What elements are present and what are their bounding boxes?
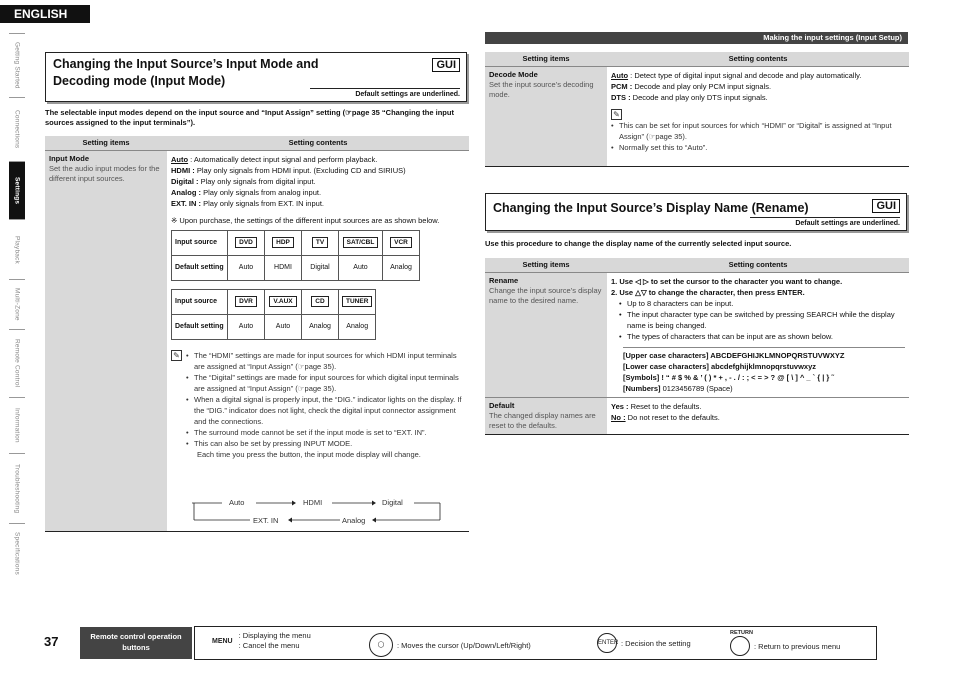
rename-item [485, 272, 607, 397]
rename-title: Changing the Input Source’s Display Name (Rename) [493, 201, 809, 215]
rename-bullet-2: • The input character type can be switched by pressing SEARCH while the display name is being changed. [619, 309, 905, 331]
grid-header-input-source: Input source [172, 230, 228, 255]
decode-mode-table [485, 52, 909, 167]
cycle-ext-in: EXT. IN [253, 516, 279, 525]
menu-legend: MENU : Displaying the menu : Cancel the menu [212, 631, 311, 650]
gui-badge: GUI [432, 58, 460, 72]
side-tabs [9, 33, 25, 583]
side-tab-specifications[interactable]: Specifications [9, 523, 25, 583]
default-tv: Digital [302, 255, 339, 280]
side-tab-information[interactable]: Information [9, 397, 25, 453]
decode-note-2: • Normally set this to “Auto”. [611, 142, 905, 153]
note-pencil-icon: ✎ [611, 109, 622, 120]
decode-option-pcm: PCM : Decode and play only PCM input signals. [611, 81, 772, 91]
side-tab-playback[interactable]: Playback [9, 219, 25, 279]
enter-icon: ENTER [597, 633, 617, 653]
grid-header-input-source: Input source [172, 289, 228, 314]
default-cd: Analog [302, 314, 339, 339]
rename-table [485, 258, 909, 435]
th-setting-items: Setting items [485, 258, 607, 272]
default-yes: Yes : Reset to the defaults. [611, 401, 702, 411]
option-auto: Auto : Automatically detect input signal and perform playback. [171, 154, 378, 164]
char-lower: [Lower case characters] abcdefghijklmnopqrstuvwxyz [623, 361, 816, 371]
default-name: Default [489, 400, 515, 410]
th-setting-contents: Setting contents [607, 258, 909, 272]
default-tuner: Analog [339, 314, 376, 339]
remote-control-label: Remote control operation buttons [80, 627, 192, 659]
rename-bullets [619, 298, 905, 342]
option-digital: Digital : Play only signals from digital input. [171, 176, 316, 186]
decode-option-auto: Auto : Detect type of digital input signal and decode and play automatically. [611, 70, 862, 80]
gui-badge: GUI [872, 199, 900, 213]
decode-notes [611, 109, 905, 153]
char-types [623, 347, 905, 394]
default-desc: The changed display names are reset to the defaults. [489, 410, 596, 430]
return-legend: RETURN : Return to previous menu [730, 630, 840, 656]
language-label: ENGLISH [0, 5, 90, 23]
rename-bullet-3: • The types of characters that can be input are as shown below. [619, 331, 905, 342]
decode-note-1: • This can be set for input sources for which “HDMI” or “Digital” is assigned at “Input Assign” (☞page 35). [611, 120, 905, 142]
purchase-note: ※ Upon purchase, the settings of the different input sources are as shown below. [171, 215, 440, 225]
source-hdp: HDP [272, 237, 294, 248]
input-mode-table [45, 136, 469, 532]
input-mode-title-box [45, 52, 467, 102]
source-dvr: DVR [235, 296, 257, 307]
option-hdmi: HDMI : Play only signals from HDMI input. (Excluding CD and SIRIUS) [171, 165, 406, 175]
default-settings-note: Default settings are underlined. [310, 88, 460, 98]
input-mode-contents [167, 150, 469, 531]
th-setting-items: Setting items [45, 136, 167, 150]
note-surround: • The surround mode cannot be set if the input mode is set to “EXT. IN”. [186, 427, 464, 438]
option-analog: Analog : Play only signals from analog input. [171, 187, 322, 197]
default-sat-cbl: Auto [339, 255, 383, 280]
section-header-bar: Making the input settings (Input Setup) [485, 32, 908, 44]
side-tab-remote-control[interactable]: Remote Control [9, 329, 25, 397]
grid-header-default: Default setting [172, 255, 228, 280]
input-mode-desc: Set the audio input modes for the different input sources. [49, 163, 160, 183]
rename-bullet-1: • Up to 8 characters can be input. [619, 298, 905, 309]
source-cd: CD [311, 296, 328, 307]
source-tv: TV [312, 237, 328, 248]
source-v-aux: V.AUX [269, 296, 296, 307]
return-icon: RETURN [730, 630, 753, 636]
default-contents [607, 397, 909, 434]
cycle-auto: Auto [229, 498, 245, 507]
th-setting-contents: Setting contents [607, 52, 909, 66]
source-vcr: VCR [390, 237, 412, 248]
decode-mode-item [485, 66, 607, 166]
cursor-pad-icon: ◯ [369, 633, 393, 657]
note-dig-indicator: • When a digital signal is properly input, the “DIG.” indicator lights on the display. If the “DIG.” indicator does not light, check the digital input connector assignment and the connections. [186, 394, 464, 427]
th-setting-contents: Setting contents [167, 136, 469, 150]
cursor-legend: ◯ : Moves the cursor (Up/Down/Left/Right) [369, 633, 531, 657]
decode-mode-name: Decode Mode [489, 69, 538, 79]
side-tab-troubleshooting[interactable]: Troubleshooting [9, 453, 25, 523]
default-vcr: Analog [383, 255, 420, 280]
default-dvr: Auto [228, 314, 265, 339]
cycle-analog: Analog [342, 516, 366, 525]
char-symbols: [Symbols] ! “ # $ % & ’ ( ) * + , - . / : ; < = > ? @ [ \ ] ^ _ ` { | } ˜ [623, 372, 834, 382]
each-time-note: Each time you press the button, the input mode display will change. [197, 449, 421, 459]
rename-title-box [485, 193, 907, 231]
cycle-digital: Digital [382, 498, 403, 507]
default-no: No : Do not reset to the defaults. [611, 412, 720, 422]
option-ext-in: EXT. IN : Play only signals from EXT. IN input. [171, 198, 324, 208]
source-tuner: TUNER [342, 296, 372, 307]
char-numbers: [Numbers] 0123456789 (Space) [623, 383, 733, 393]
default-grid-2 [171, 289, 376, 340]
cycle-hdmi: HDMI [303, 498, 323, 507]
input-mode-name: Input Mode [49, 153, 89, 163]
default-item [485, 397, 607, 434]
char-upper: [Upper case characters] ABCDEFGHIJKLMNOPQRSTUVWXYZ [623, 350, 845, 360]
th-setting-items: Setting items [485, 52, 607, 66]
note-input-mode-button: • This can also be set by pressing INPUT MODE. [186, 438, 464, 449]
side-tab-getting-started[interactable]: Getting Started [9, 33, 25, 97]
note-digital: • The “Digital” settings are made for input sources for which digital input terminals are assigned at “Input Assign” (☞page 35). [186, 372, 464, 394]
input-mode-title-line2: Decoding mode (Input Mode) [53, 74, 226, 88]
page-number: 37 [44, 634, 59, 649]
rename-name: Rename [489, 275, 519, 285]
rename-step-2: 2. Use △▽ to change the character, then press ENTER. [611, 287, 805, 297]
grid-header-default: Default setting [172, 314, 228, 339]
input-mode-intro: The selectable input modes depend on the input source and “Input Assign” setting (☞page 35 “Changing the input sources assigned to the input terminals”). [45, 108, 454, 127]
default-hdp: HDMI [265, 255, 302, 280]
menu-icon: MENU [212, 637, 233, 645]
rename-contents [607, 272, 909, 397]
note-hdmi: • The “HDMI” settings are made for input sources for which HDMI input terminals are assigned at “Input Assign” (☞page 35). [186, 350, 464, 372]
side-tab-multi-zone[interactable]: Multi-Zone [9, 279, 25, 329]
rename-intro: Use this procedure to change the display name of the currently selected input source. [485, 239, 792, 248]
rename-step-1: 1. Use ◁ ▷ to set the cursor to the character you want to change. [611, 276, 843, 286]
enter-legend: ENTER : Decision the setting [597, 633, 691, 653]
input-mode-title-line1: Changing the Input Source’s Input Mode and [53, 57, 319, 71]
note-pencil-icon: ✎ [171, 350, 182, 361]
source-sat-cbl: SAT/CBL [343, 237, 379, 248]
source-dvd: DVD [235, 237, 257, 248]
default-settings-note: Default settings are underlined. [750, 217, 900, 227]
side-tab-connections[interactable]: Connections [9, 97, 25, 161]
decode-mode-contents [607, 66, 909, 166]
return-button-icon [730, 636, 750, 656]
default-dvd: Auto [228, 255, 265, 280]
input-mode-notes [171, 350, 465, 449]
default-grid-1 [171, 230, 420, 281]
decode-mode-desc: Set the input source’s decoding mode. [489, 79, 594, 99]
side-tab-settings[interactable]: Settings [9, 161, 25, 219]
default-v-aux: Auto [265, 314, 302, 339]
decode-option-dts: DTS : Decode and play only DTS input signals. [611, 92, 768, 102]
input-mode-item [45, 150, 167, 531]
rename-desc: Change the input source’s display name to the desired name. [489, 285, 602, 305]
